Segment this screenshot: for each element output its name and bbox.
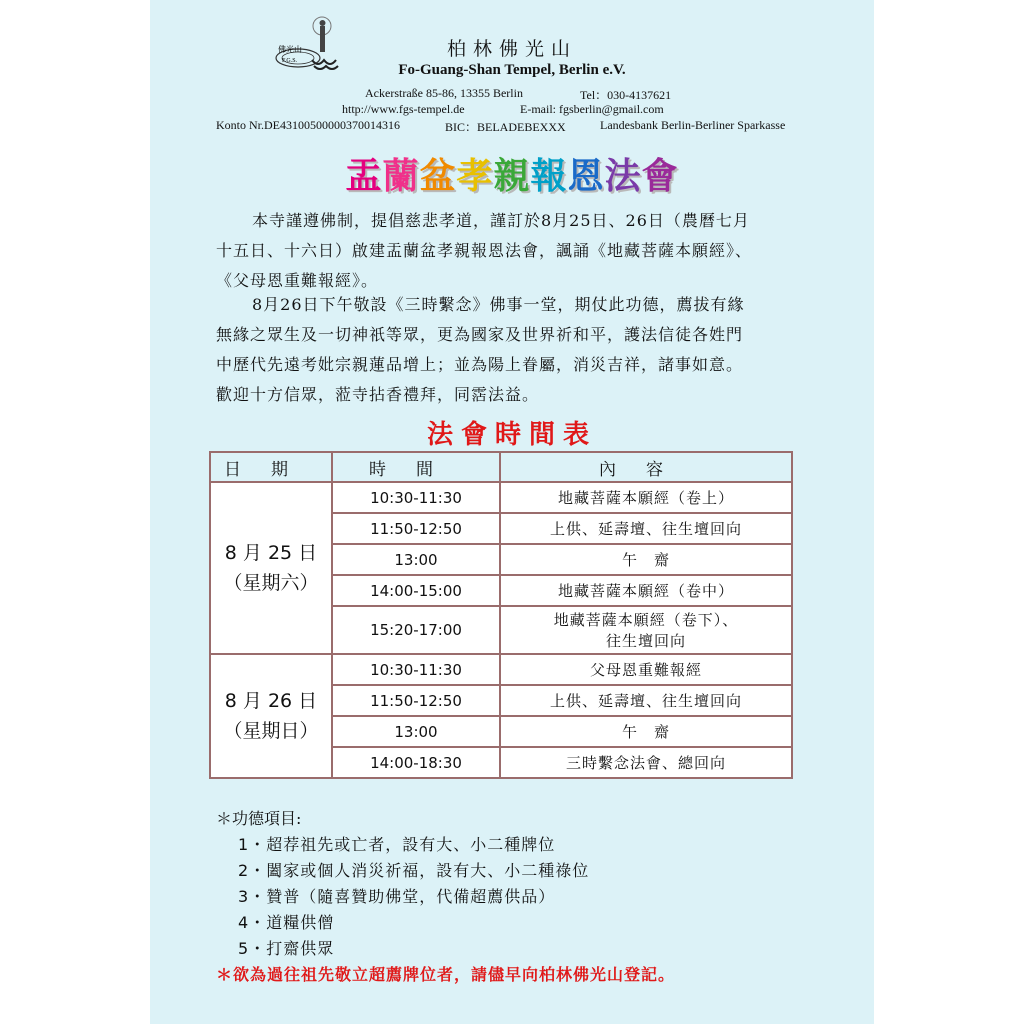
bic-code: BIC：BELADEBEXXX (445, 120, 566, 134)
bank-name: Landesbank Berlin-Berliner Sparkasse (600, 118, 786, 132)
text-line: 十五日、十六日）啟建盂蘭盆孝親報恩法會，諷誦《地藏菩薩本願經》、 (216, 241, 753, 260)
list-item (216, 910, 589, 936)
content-cell: 午 齋 (500, 716, 792, 747)
item-number: 5 (238, 939, 250, 958)
day1-date: 8 月 25 日 (224, 542, 318, 564)
registration-note: ＊欲為過往祖先敬立超薦牌位者，請儘早向柏林佛光山登記。 (216, 965, 676, 984)
item-text: ・贊普（隨喜贊助佛堂，代備超薦供品） (249, 887, 556, 906)
text-line: 無緣之眾生及一切神祇等眾，更為國家及世界祈和平，護法信徒各姓門 (216, 325, 744, 344)
content-cell: 上供、延壽壇、往生壇回向 (500, 685, 792, 716)
time-cell: 14:00-18:30 (332, 747, 500, 778)
content-cell: 上供、延壽壇、往生壇回向 (500, 513, 792, 544)
content-cell: 午 齋 (500, 544, 792, 575)
schedule-table (209, 451, 793, 779)
title-char: 孝 (456, 156, 494, 197)
day1-date-cell (210, 482, 332, 654)
text-line: 本寺謹遵佛制，提倡慈悲孝道，謹訂於8月25日、26日（農曆七月 (252, 211, 750, 230)
temple-english-name: Fo-Guang-Shan Tempel, Berlin e.V. (398, 62, 626, 78)
header-date: 日期 (210, 452, 332, 482)
content-cell: 地藏菩薩本願經（卷中） (500, 575, 792, 606)
list-item (216, 858, 589, 884)
title-char: 會 (641, 156, 679, 197)
bank-account: Konto Nr.DE43100500000370014316 (216, 118, 400, 132)
temple-chinese-name: 柏林佛光山 (446, 38, 577, 60)
table-row (210, 654, 792, 685)
item-number: 2 (238, 861, 250, 880)
title-char: 親 (493, 156, 531, 197)
schedule-title: 法會時間表 (426, 420, 597, 450)
time-cell: 11:50-12:50 (332, 685, 500, 716)
table-header-row (210, 452, 792, 482)
content-cell: 父母恩重難報經 (500, 654, 792, 685)
day1-weekday: （星期六） (223, 572, 319, 594)
time-cell: 13:00 (332, 544, 500, 575)
time-cell: 13:00 (332, 716, 500, 747)
content-line: 地藏菩薩本願經（卷下）、 (553, 611, 739, 629)
table-row (210, 482, 792, 513)
text-line: 中歷代先遠考妣宗親蓮品增上；並為陽上眷屬，消災吉祥，諸事如意。 (216, 355, 744, 374)
time-cell: 10:30-11:30 (332, 482, 500, 513)
day2-weekday: （星期日） (223, 720, 319, 742)
title-char: 報 (530, 156, 568, 197)
list-item (216, 936, 589, 962)
intro-paragraph-2 (216, 290, 808, 410)
merit-heading: ＊功德項目: (216, 809, 302, 828)
header-content: 內容 (500, 452, 792, 482)
festival-title (0, 148, 1024, 199)
item-text: ・道糧供僧 (249, 913, 335, 932)
content-cell: 地藏菩薩本願經（卷上） (500, 482, 792, 513)
header-time: 時間 (332, 452, 500, 482)
text-line: 歡迎十方信眾，蒞寺拈香禮拜，同霑法益。 (216, 385, 540, 404)
title-char: 法 (604, 156, 642, 197)
content-line: 往生壇回向 (605, 632, 686, 650)
logo-text-bottom: F.G.S. (282, 58, 298, 64)
list-item (216, 884, 589, 910)
logo-text-top: 佛光山 (278, 45, 302, 54)
text-line: 8月26日下午敬設《三時繫念》佛事一堂，期仗此功德，薦拔有緣 (252, 295, 745, 314)
item-text: ・打齋供眾 (249, 939, 335, 958)
list-item (216, 832, 589, 858)
time-cell: 11:50-12:50 (332, 513, 500, 544)
title-char: 盂 (345, 156, 383, 197)
title-char: 蘭 (382, 156, 420, 197)
item-number: 4 (238, 913, 250, 932)
text-line: 《父母恩重難報經》。 (216, 271, 379, 290)
address: Ackerstraße 85-86, 13355 Berlin (365, 86, 523, 100)
email-link[interactable]: E-mail: fgsberlin@gmail.com (520, 102, 664, 116)
time-cell: 15:20-17:00 (332, 606, 500, 654)
website-link[interactable]: http://www.fgs-tempel.de (342, 102, 465, 116)
telephone: Tel：030-4137621 (580, 88, 672, 102)
item-number: 3 (238, 887, 250, 906)
time-cell: 14:00-15:00 (332, 575, 500, 606)
title-char: 恩 (567, 156, 605, 197)
title-char: 盆 (419, 156, 457, 197)
day2-date: 8 月 26 日 (224, 690, 318, 712)
content-cell: 三時繫念法會、總回向 (500, 747, 792, 778)
item-number: 1 (238, 835, 250, 854)
time-cell: 10:30-11:30 (332, 654, 500, 685)
item-text: ・超荐祖先或亡者，設有大、小二種牌位 (249, 835, 556, 854)
merit-items (216, 806, 589, 962)
day2-date-cell (210, 654, 332, 778)
content-cell (500, 606, 792, 654)
item-text: ・闔家或個人消災祈福，設有大、小二種祿位 (249, 861, 590, 880)
intro-paragraph-1 (216, 206, 808, 296)
